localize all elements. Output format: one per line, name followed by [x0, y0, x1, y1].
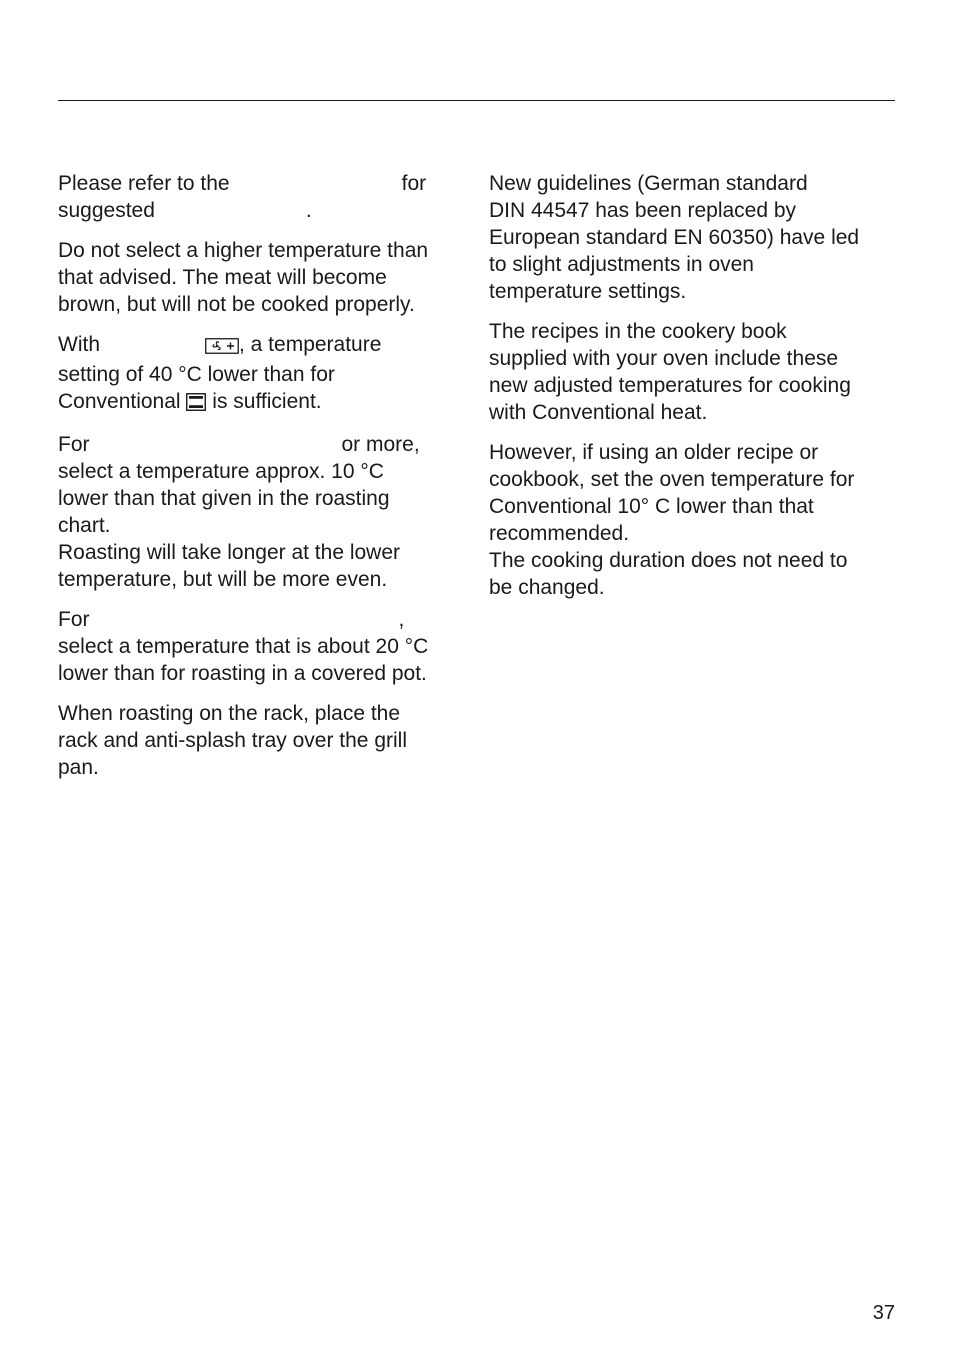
text-line: brown, but will not be cooked properly. [58, 293, 415, 316]
text-line: Conventional 10° C lower than that [489, 495, 814, 518]
paragraph-guidelines [489, 170, 909, 305]
text-line: chart. [58, 514, 111, 537]
text-line: The recipes in the cookery book [489, 320, 787, 343]
text-line: with Conventional heat. [489, 401, 708, 424]
text-line: temperature settings. [489, 280, 687, 303]
paragraph-refer [58, 170, 478, 224]
text-line: temperature, but will be more even. [58, 568, 388, 591]
text-line: select a temperature approx. 10 °C [58, 460, 384, 483]
text-line: be changed. [489, 576, 605, 599]
conventional-heat-icon [186, 391, 206, 418]
text-line: that advised. The meat will become [58, 266, 387, 289]
page-number: 37 [872, 1302, 895, 1324]
text-line: Do not select a higher temperature than [58, 239, 429, 262]
text: Conventional [58, 390, 181, 413]
paragraph-rack [58, 700, 478, 781]
text: or more, [341, 433, 420, 456]
text-line: rack and anti-splash tray over the grill [58, 729, 407, 752]
text-line: DIN 44547 has been replaced by [489, 199, 797, 222]
text-line: to slight adjustments in oven [489, 253, 754, 276]
paragraph-fan-plus [58, 331, 478, 418]
paragraph-large-roast [58, 431, 478, 593]
paragraph-higher-temp [58, 237, 478, 318]
text: With [58, 333, 100, 356]
text: , a temperature [239, 333, 382, 356]
paragraph-recipes [489, 318, 909, 426]
text-line: select a temperature that is about 20 °C [58, 635, 429, 658]
text-line: supplied with your oven include these [489, 347, 839, 370]
text-line: lower than that given in the roasting [58, 487, 390, 510]
text: For [58, 433, 90, 456]
text: suggested [58, 199, 155, 222]
text: For [58, 608, 90, 631]
right-column [489, 170, 909, 614]
fan-plus-icon [205, 334, 239, 361]
text-line: European standard EN 60350) have led [489, 226, 860, 249]
text-line: Roasting will take longer at the lower [58, 541, 401, 564]
text-line: However, if using an older recipe or [489, 441, 819, 464]
text-line: pan. [58, 756, 99, 779]
text: Please refer to the [58, 172, 230, 195]
paragraph-open-roast [58, 606, 478, 687]
text: for [401, 172, 427, 195]
text-line: recommended. [489, 522, 630, 545]
text-line: new adjusted temperatures for cooking [489, 374, 851, 397]
text: . [305, 199, 312, 222]
text-line: When roasting on the rack, place the [58, 702, 401, 725]
header-rule [58, 100, 895, 101]
text: , [398, 608, 405, 631]
paragraph-older-recipe [489, 439, 909, 601]
text-line: setting of 40 °C lower than for [58, 363, 335, 386]
text-line: lower than for roasting in a covered pot. [58, 662, 427, 685]
left-column [58, 170, 478, 794]
text-line: The cooking duration does not need to [489, 549, 848, 572]
text-line: New guidelines (German standard [489, 172, 808, 195]
text: is sufficient. [212, 390, 322, 413]
text-line: cookbook, set the oven temperature for [489, 468, 855, 491]
